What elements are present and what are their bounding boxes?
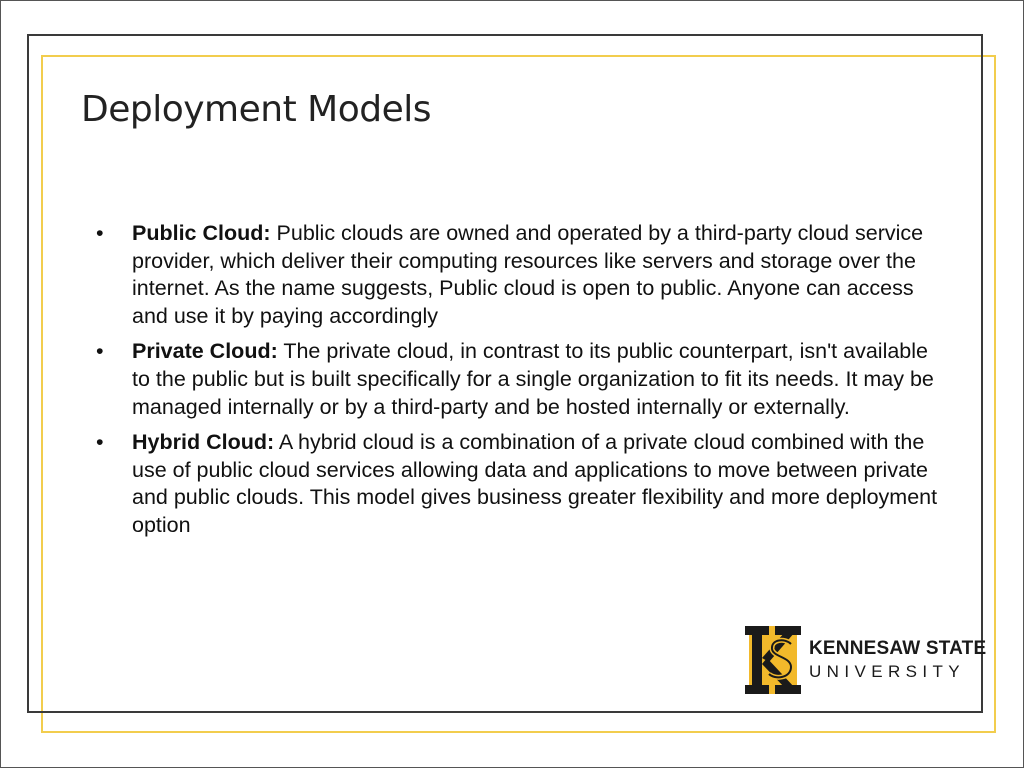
bullet-private-cloud <box>90 338 945 421</box>
bullet-text: The private cloud, in contrast to its public counterpart, isn't available to the public but is built specifically for a single organization to fit its needs. It may be managed internally or by a third-party and be hosted internally or externally. <box>132 339 934 419</box>
bullet-public-cloud <box>90 220 945 330</box>
ks-monogram-icon <box>745 624 801 696</box>
bullet-text: Public clouds are owned and operated by a third-party cloud service provider, which deliver their computing resources like servers and storage over the internet. As the name suggests, Public cloud is open to public. Anyone can access and use it by paying accordingly <box>132 221 924 328</box>
bullet-term: Public Cloud: <box>132 221 271 245</box>
bullet-marker: • <box>96 221 104 245</box>
logo-line-kennesaw-state: KENNESAW STATE <box>809 638 987 659</box>
bullet-hybrid-cloud <box>90 429 945 539</box>
logo-line-university: UNIVERSITY <box>809 662 966 681</box>
bullet-list <box>90 220 945 548</box>
bullet-term: Hybrid Cloud: <box>132 430 275 455</box>
bullet-term: Private Cloud: <box>132 339 278 364</box>
university-logo <box>745 624 987 699</box>
bullet-marker: • <box>96 430 104 455</box>
bullet-marker: • <box>96 339 104 364</box>
slide-title: Deployment Models <box>81 89 431 130</box>
bullet-text: A hybrid cloud is a combination of a private cloud combined with the use of public cloud services allowing data and applications to move between private and public clouds. This model gives business greater flexibility and more deployment option <box>132 430 938 537</box>
